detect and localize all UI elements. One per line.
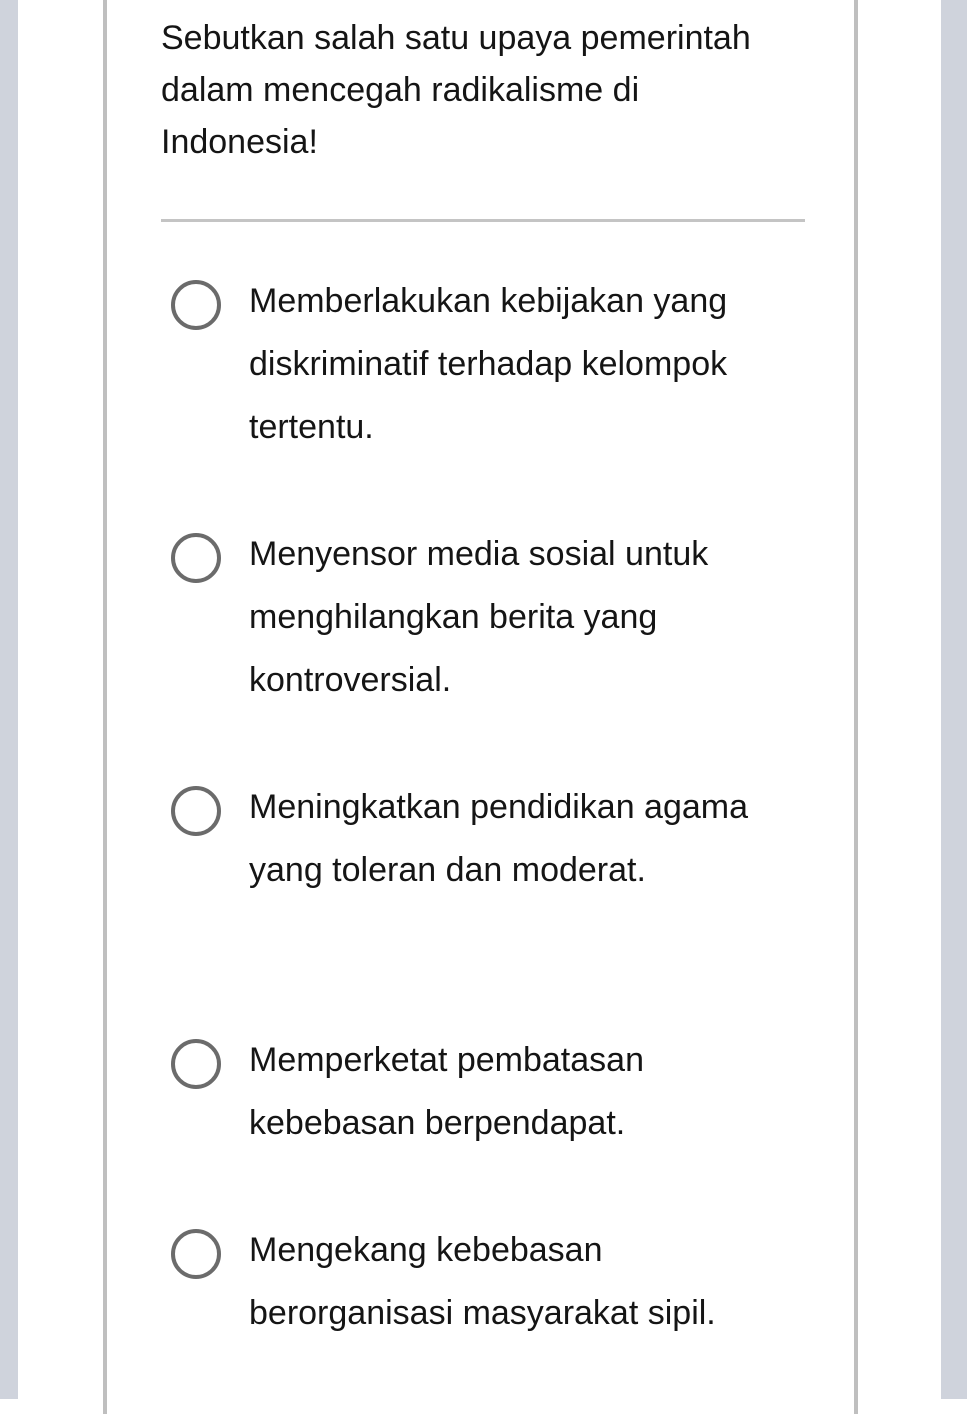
option-label: Mengekang kebebasan berorganisasi masyarakat sipil. xyxy=(249,1231,716,1332)
radio-button-icon[interactable] xyxy=(171,1039,221,1089)
radio-button-icon[interactable] xyxy=(171,786,221,836)
option-label: Meningkatkan pendidikan agama yang toleran dan moderat. xyxy=(249,788,749,889)
radio-button-icon[interactable] xyxy=(171,280,221,330)
radio-button-icon[interactable] xyxy=(171,533,221,583)
option-label: Menyensor media sosial untuk menghilangkan berita yang kontroversial. xyxy=(249,535,709,699)
question-text: Sebutkan salah satu upaya pemerintah dalam mencegah radikalisme di Indonesia! xyxy=(161,19,751,161)
option-label: Memberlakukan kebijakan yang diskriminatif terhadap kelompok tertentu. xyxy=(249,282,728,446)
answer-options xyxy=(107,0,854,1393)
question-card xyxy=(103,0,858,1414)
right-background-strip xyxy=(941,0,967,1399)
left-background-strip xyxy=(0,0,18,1399)
option-label: Memperketat pembatasan kebebasan berpendapat. xyxy=(249,1041,644,1142)
radio-button-icon[interactable] xyxy=(171,1229,221,1279)
